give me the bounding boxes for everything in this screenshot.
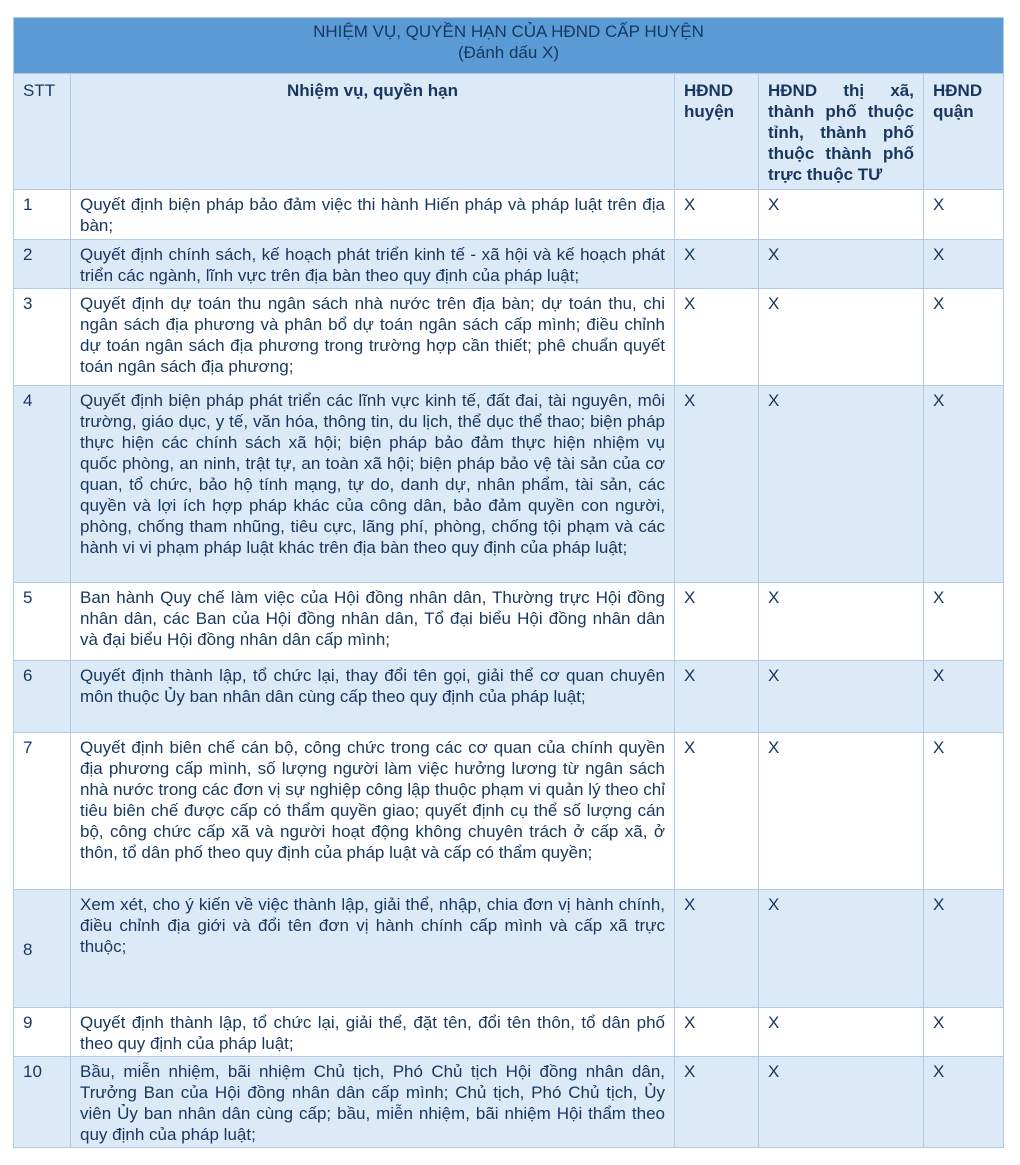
row-duty-text: Xem xét, cho ý kiến về việc thành lập, giải thể, nhập, chia đơn vị hành chính, điều chỉnh địa giới và đổi tên đơn vị hành chính cấp mình và cấp xã trực thuộc; [71,890,675,1008]
row-number: 2 [14,240,71,289]
table-row [14,733,1004,890]
table-row [14,190,1004,240]
row-number: 7 [14,733,71,890]
row-mark-district: X [675,661,759,733]
row-mark-town-city: X [759,661,924,733]
header-urban-district-council: HĐND quận [924,74,1004,190]
row-mark-district: X [675,890,759,1008]
row-mark-town-city: X [759,733,924,890]
row-mark-district: X [675,240,759,289]
row-mark-district: X [675,289,759,386]
row-mark-district: X [675,1008,759,1057]
row-mark-district: X [675,733,759,890]
row-mark-urban-district: X [924,733,1004,890]
row-mark-district: X [675,583,759,661]
table-row [14,583,1004,661]
header-duty: Nhiệm vụ, quyền hạn [71,74,675,190]
duties-table [13,17,1004,1148]
table-row [14,661,1004,733]
header-district-council: HĐND huyện [675,74,759,190]
row-mark-town-city: X [759,190,924,240]
table-row [14,386,1004,583]
row-number: 1 [14,190,71,240]
row-duty-text: Quyết định chính sách, kế hoạch phát triển kinh tế - xã hội và kế hoạch phát triển các ngành, lĩnh vực trên địa bàn theo quy định của pháp luật; [71,240,675,289]
table-row [14,890,1004,1008]
row-mark-town-city: X [759,240,924,289]
row-duty-text: Bầu, miễn nhiệm, bãi nhiệm Chủ tịch, Phó Chủ tịch Hội đồng nhân dân, Trưởng Ban của Hội đồng nhân dân cấp mình; Chủ tịch, Phó Chủ tịch, Ủy viên Ủy ban nhân dân cùng cấp; bầu, miễn nhiệm, bãi nhiệm Hội thẩm theo quy định của pháp luật; [71,1057,675,1148]
row-number: 5 [14,583,71,661]
header-town-city-council: HĐND thị xã, thành phố thuộc tỉnh, thành phố thuộc thành phố trực thuộc TƯ [759,74,924,190]
row-duty-text: Quyết định biên chế cán bộ, công chức trong các cơ quan của chính quyền địa phương cấp mình, số lượng người làm việc hưởng lương từ ngân sách nhà nước trong các đơn vị sự nghiệp công lập thuộc phạm vi quản lý theo chỉ tiêu biên chế được cấp có thẩm quyền giao; quyết định cụ thể số lượng cán bộ, công chức cấp xã và người hoạt động không chuyên trách ở cấp xã, ở thôn, tổ dân phố theo quy định của pháp luật và cấp có thẩm quyền; [71,733,675,890]
header-stt: STT [14,74,71,190]
row-duty-text: Quyết định biện pháp phát triển các lĩnh vực kinh tế, đất đai, tài nguyên, môi trường, giáo dục, y tế, văn hóa, thông tin, du lịch, thể dục thể thao; biện pháp thực hiện các chính sách xã hội; biện pháp bảo đảm thực hiện nhiệm vụ quốc phòng, an ninh, trật tự, an toàn xã hội; biện pháp bảo vệ tài sản của cơ quan, tổ chức, bảo hộ tính mạng, tự do, danh dự, nhân phẩm, tài sản, các quyền và lợi ích hợp pháp khác của công dân, bảo đảm quyền con người, phòng, chống tham nhũng, tiêu cực, lãng phí, phòng, chống tội phạm và các hành vi vi phạm pháp luật khác trên địa bàn theo quy định của pháp luật; [71,386,675,583]
row-mark-urban-district: X [924,890,1004,1008]
row-number: 9 [14,1008,71,1057]
row-mark-urban-district: X [924,190,1004,240]
row-mark-town-city: X [759,1057,924,1148]
row-mark-urban-district: X [924,583,1004,661]
table-header-row [14,74,1004,190]
row-mark-district: X [675,190,759,240]
duties-table-container [13,17,1003,1148]
table-row [14,240,1004,289]
row-duty-text: Quyết định thành lập, tổ chức lại, thay đổi tên gọi, giải thể cơ quan chuyên môn thuộc Ủy ban nhân dân cùng cấp theo quy định của pháp luật; [71,661,675,733]
row-mark-urban-district: X [924,386,1004,583]
table-title-note: (Đánh dấu X) [457,43,560,62]
row-mark-urban-district: X [924,289,1004,386]
row-duty-text: Ban hành Quy chế làm việc của Hội đồng nhân dân, Thường trực Hội đồng nhân dân, các Ban của Hội đồng nhân dân, Tổ đại biểu Hội đồng nhân dân và đại biểu Hội đồng nhân dân cấp mình; [71,583,675,661]
row-number: 6 [14,661,71,733]
row-mark-urban-district: X [924,1008,1004,1057]
table-title [14,18,1004,74]
row-mark-urban-district: X [924,661,1004,733]
row-mark-urban-district: X [924,240,1004,289]
table-title-row [14,18,1004,74]
row-number: 4 [14,386,71,583]
row-number: 10 [14,1057,71,1148]
row-mark-town-city: X [759,1008,924,1057]
row-mark-district: X [675,386,759,583]
row-duty-text: Quyết định thành lập, tổ chức lại, giải thể, đặt tên, đổi tên thôn, tổ dân phố theo quy định của pháp luật; [71,1008,675,1057]
row-mark-town-city: X [759,386,924,583]
row-mark-town-city: X [759,289,924,386]
row-number: 3 [14,289,71,386]
table-row [14,1008,1004,1057]
table-row [14,1057,1004,1148]
row-mark-town-city: X [759,890,924,1008]
row-mark-town-city: X [759,583,924,661]
row-duty-text: Quyết định dự toán thu ngân sách nhà nước trên địa bàn; dự toán thu, chi ngân sách địa phương và phân bổ dự toán ngân sách cấp mình; điều chỉnh dự toán ngân sách địa phương trong trường hợp cần thiết; phê chuẩn quyết toán ngân sách địa phương; [71,289,675,386]
row-mark-urban-district: X [924,1057,1004,1148]
row-mark-district: X [675,1057,759,1148]
table-title-main: NHIỆM VỤ, QUYỀN HẠN CỦA HĐND CẤP HUYỆN [313,22,704,41]
row-duty-text: Quyết định biện pháp bảo đảm việc thi hành Hiến pháp và pháp luật trên địa bàn; [71,190,675,240]
table-row [14,289,1004,386]
row-number: 8 [14,890,71,1008]
